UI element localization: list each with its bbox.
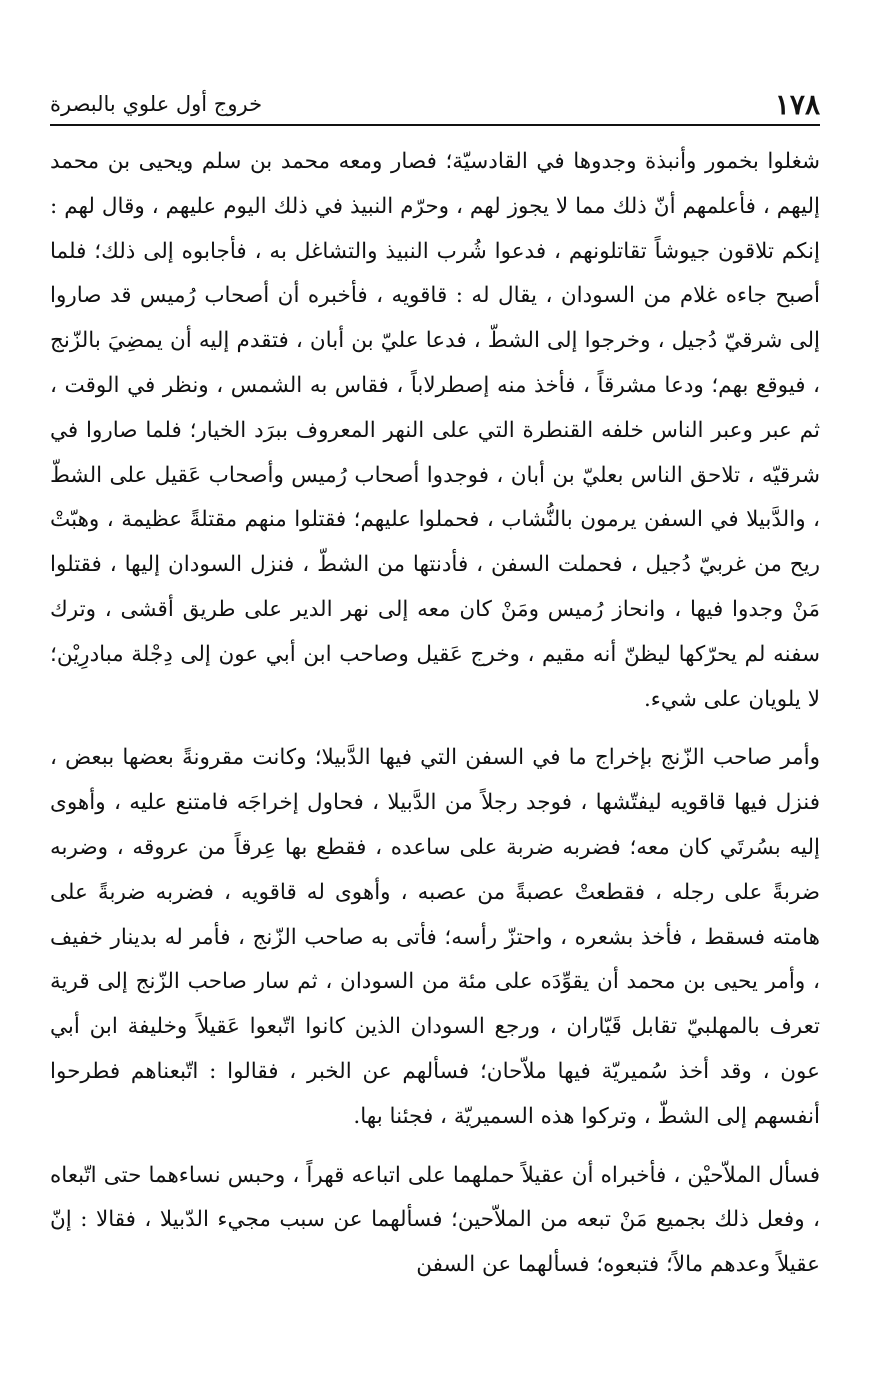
page-header	[50, 84, 820, 126]
body-text	[50, 140, 820, 1288]
paragraph-3: فسأل الملاّحيْن ، فأخبراه أن عقيلاً حملهما على اتباعه قهراً ، وحبس نساءهما حتى اتّبعاه ، وفعل ذلك بجميع مَنْ تبعه من الملاّحين؛ فسألهما عن سبب مجيء الدّبيلا ، فقالا : إنّ عقيلاً وعدهم مالاً؛ فتبعوه؛ فسألهما عن السفن	[50, 1162, 820, 1278]
paragraph-1: شغلوا بخمور وأنبذة وجدوها في القادسيّة؛ فصار ومعه محمد بن سلم ويحيى بن محمد إليهم ، فأعلمهم أنّ ذلك مما لا يجوز لهم ، وحرّم النبيذ في ذلك اليوم عليهم ، وقال لهم : إنكم تلاقون جيوشاً تقاتلونهم ، فدعوا شُرب النبيذ والتشاغل به ، فأجابوه إلى ذلك؛ فلما أصبح جاءه غلام من السودان ، يقال له : قاقويه ، فأخبره أن أصحاب رُميس قد صاروا إلى شرقيّ دُجيل ، وخرجوا إلى الشطّ ، فدعا عليّ بن أبان ، فتقدم إليه أن يمضِيَ بالزّنج ، فيوقع بهم؛ ودعا مشرقاً ، فأخذ منه إصطرلاباً ، فقاس به الشمس ، ونظر في الوقت ، ثم عبر وعبر الناس خلفه القنطرة التي على النهر المعروف ببرَد الخيار؛ فلما صاروا في شرقيّه ، تلاحق الناس بعليّ بن أبان ، فوجدوا أصحاب رُميس وأصحاب عَقيل على الشطّ ، والدَّبيلا في السفن يرمون بالنُّشاب ، فحملوا عليهم؛ فقتلوا منهم مقتلةً عظيمة ، وهبّتْ ريح من غربيّ دُجيل ، فحملت السفن ، فأدنتها من الشطّ ، فنزل السودان إليها ، فقتلوا مَنْ وجدوا فيها ، وانحاز رُميس ومَنْ كان معه إلى نهر الدير على طريق أقشى ، وترك سفنه لم يحرّكها ليظنّ أنه مقيم ، وخرج عَقيل وصاحب ابن أبي عون إلى دِجْلة مبادرِيْن؛ لا يلويان على شيء.	[50, 149, 820, 712]
paragraph-2: وأمر صاحب الزّنج بإخراج ما في السفن التي فيها الدَّبيلا؛ وكانت مقرونةً بعضها ببعض ، فنزل فيها قاقويه ليفتّشها ، فوجد رجلاً من الدَّبيلا ، فحاول إخراجَه فامتنع عليه ، وأهوى إليه بسُرتَي كان معه؛ فضربه ضربة على ساعده ، فقطع بها عِرقاً من عروقه ، وضربه ضربةً على رجله ، فقطعتْ عصبةً من عصبه ، وأهوى له قاقويه ، فضربه ضربةً على هامته فسقط ، فأخذ بشعره ، واحتزّ رأسه؛ فأتى به صاحب الزّنج ، فأمر له بدينار خفيف ، وأمر يحيى بن محمد أن يقوِّدَه على مئة من السودان ، ثم سار صاحب الزّنج إلى قرية تعرف بالمهلبيّ تقابل قَيّاران ، ورجع السودان الذين كانوا اتّبعوا عَقيلاً وخليفة ابن أبي عون ، وقد أخذ سُميريّة فيها ملاّحان؛ فسألهم عن الخبر ، فقالوا : اتّبعناهم فطرحوا أنفسهم إلى الشطّ ، وتركوا هذه السميريّة ، فجئنا بها.	[50, 745, 820, 1129]
running-title: خروج أول علوي بالبصرة	[50, 92, 263, 116]
page-number: ١٧٨	[774, 87, 820, 121]
